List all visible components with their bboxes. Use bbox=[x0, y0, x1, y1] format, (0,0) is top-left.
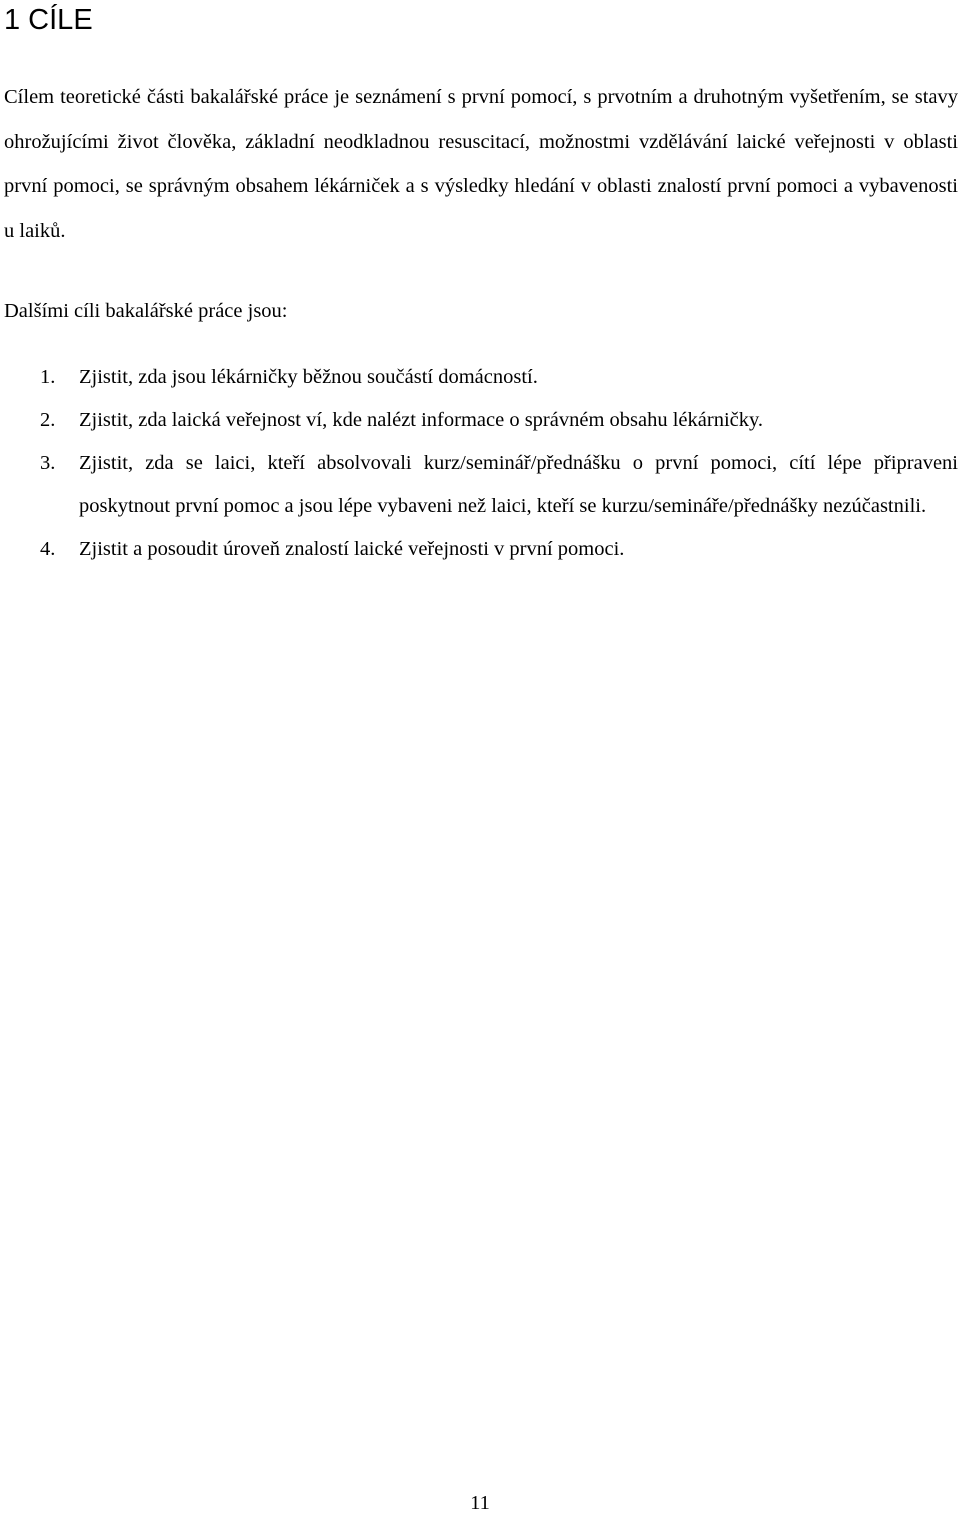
goal-number: 2. bbox=[40, 409, 56, 431]
chapter-heading: 1 CÍLE bbox=[4, 4, 93, 36]
goal-item-3 bbox=[0, 442, 958, 528]
goals-lead-paragraph: Dalšími cíli bakalářské práce jsou: bbox=[4, 300, 288, 322]
goal-text: Zjistit a posoudit úroveň znalostí laické veřejnosti v první pomoci. bbox=[79, 538, 625, 560]
goal-text: Zjistit, zda se laici, kteří absolvovali kurz/seminář/přednášku o první pomoci, cítí lépe připraveni poskytnout první pomoc a jsou lépe vybaveni než laici, kteří se kurzu/semináře/přednášky nezúčastnili. bbox=[79, 452, 958, 517]
goal-item-2 bbox=[0, 399, 958, 442]
goal-item-4 bbox=[0, 528, 958, 571]
intro-paragraph: Cílem teoretické části bakalářské práce je seznámení s první pomocí, s prvotním a druhotným vyšetřením, se stavy ohrožujícími život člověka, základní neodkladnou resuscitací, možnostmi vzdělávání laické veřejnosti v oblasti první pomoci, se správným obsahem lékárniček a s výsledky hledání v oblasti znalostí první pomoci a vybavenosti u laiků. bbox=[4, 86, 958, 242]
goal-text: Zjistit, zda jsou lékárničky běžnou součástí domácností. bbox=[79, 366, 538, 388]
goal-number: 4. bbox=[40, 538, 56, 560]
goal-text: Zjistit, zda laická veřejnost ví, kde nalézt informace o správném obsahu lékárničky. bbox=[79, 409, 764, 431]
goal-item-1 bbox=[0, 356, 958, 399]
goal-number: 3. bbox=[40, 452, 56, 474]
goals-list bbox=[0, 356, 958, 571]
goal-number: 1. bbox=[40, 366, 56, 388]
page-number: 11 bbox=[470, 1492, 490, 1514]
